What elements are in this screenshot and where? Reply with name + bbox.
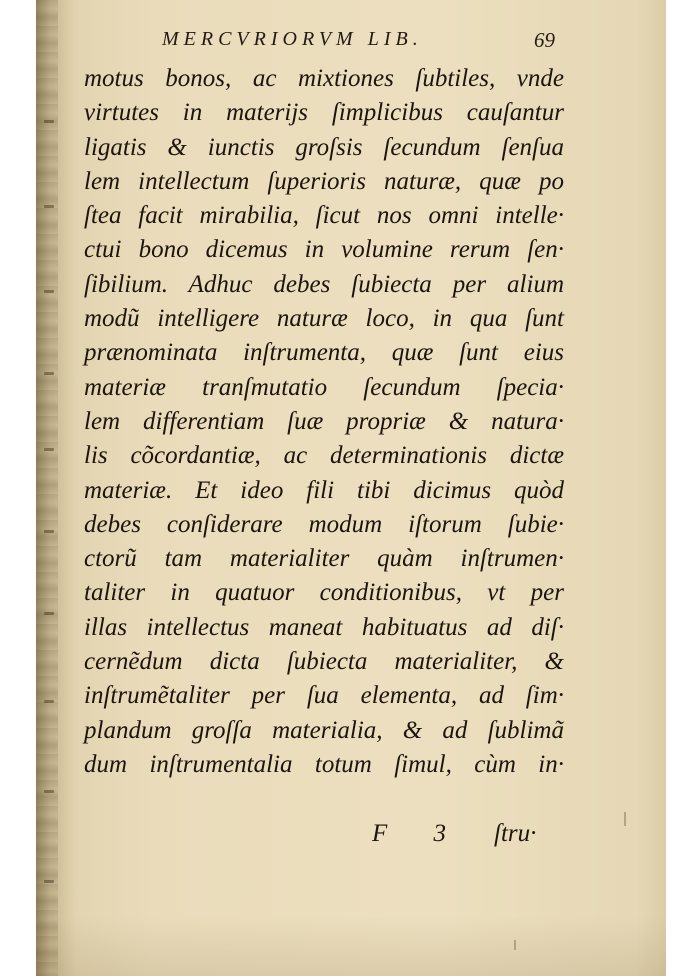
text-line: debes conſiderare modum iſtorum ſubie· (84, 510, 564, 538)
text-line: taliter in quatuor conditionibus, vt per (84, 579, 564, 607)
text-line: lis cõcordantiæ, ac determinationis dictæ (84, 442, 564, 470)
page-header (36, 28, 666, 58)
text-line: lem differentiam ſuæ propriæ & natura· (84, 407, 564, 435)
text-line: dum inſtrumentalia totum ſimul, cùm in· (84, 750, 564, 778)
text-line: ligatis & iunctis groſsis ſecundum ſenſua (84, 133, 564, 161)
text-line: illas intellectus maneat habituatus ad diſ· (84, 613, 564, 641)
text-line: prænominata inſtrumenta, quæ ſunt eius (84, 339, 564, 367)
text-line: ſibilium. Adhuc debes ſubiecta per alium (84, 270, 564, 298)
text-line: materiæ. Et ideo fili tibi dicimus quòd (84, 476, 564, 504)
text-line: virtutes in materijs ſimplicibus cauſantur (84, 99, 564, 127)
text-line: ſtea facit mirabilia, ſicut nos omni intelle· (84, 202, 564, 230)
text-line: modũ intelligere naturæ loco, in qua ſunt (84, 305, 564, 333)
book-page (36, 0, 666, 976)
catchword: ſtru· (494, 820, 537, 847)
text-line: motus bonos, ac mixtiones ſubtiles, vnde (84, 65, 564, 92)
text-line: inſtrumẽtaliter per ſua elementa, ad ſim· (84, 682, 564, 710)
text-line: plandum groſſa materialia, & ad ſublimã (84, 716, 564, 744)
text-line: ctorũ tam materialiter quàm inſtrumen· (84, 545, 564, 573)
text-line: cernẽdum dicta ſubiecta materialiter, & (84, 648, 564, 676)
text-line: materiæ tranſmutatio ſecundum ſpecia· (84, 373, 564, 401)
page-number: 69 (534, 28, 555, 52)
paper-speck (514, 940, 516, 950)
running-head: MERCVRIORVM LIB. (162, 28, 423, 50)
page-footer (36, 820, 666, 856)
text-block (84, 62, 564, 782)
text-line: lem intellectum ſuperioris naturæ, quæ po (84, 167, 564, 195)
text-line: ctui bono dicemus in volumine rerum ſen· (84, 236, 564, 264)
signature-mark: F 3 (372, 820, 467, 847)
